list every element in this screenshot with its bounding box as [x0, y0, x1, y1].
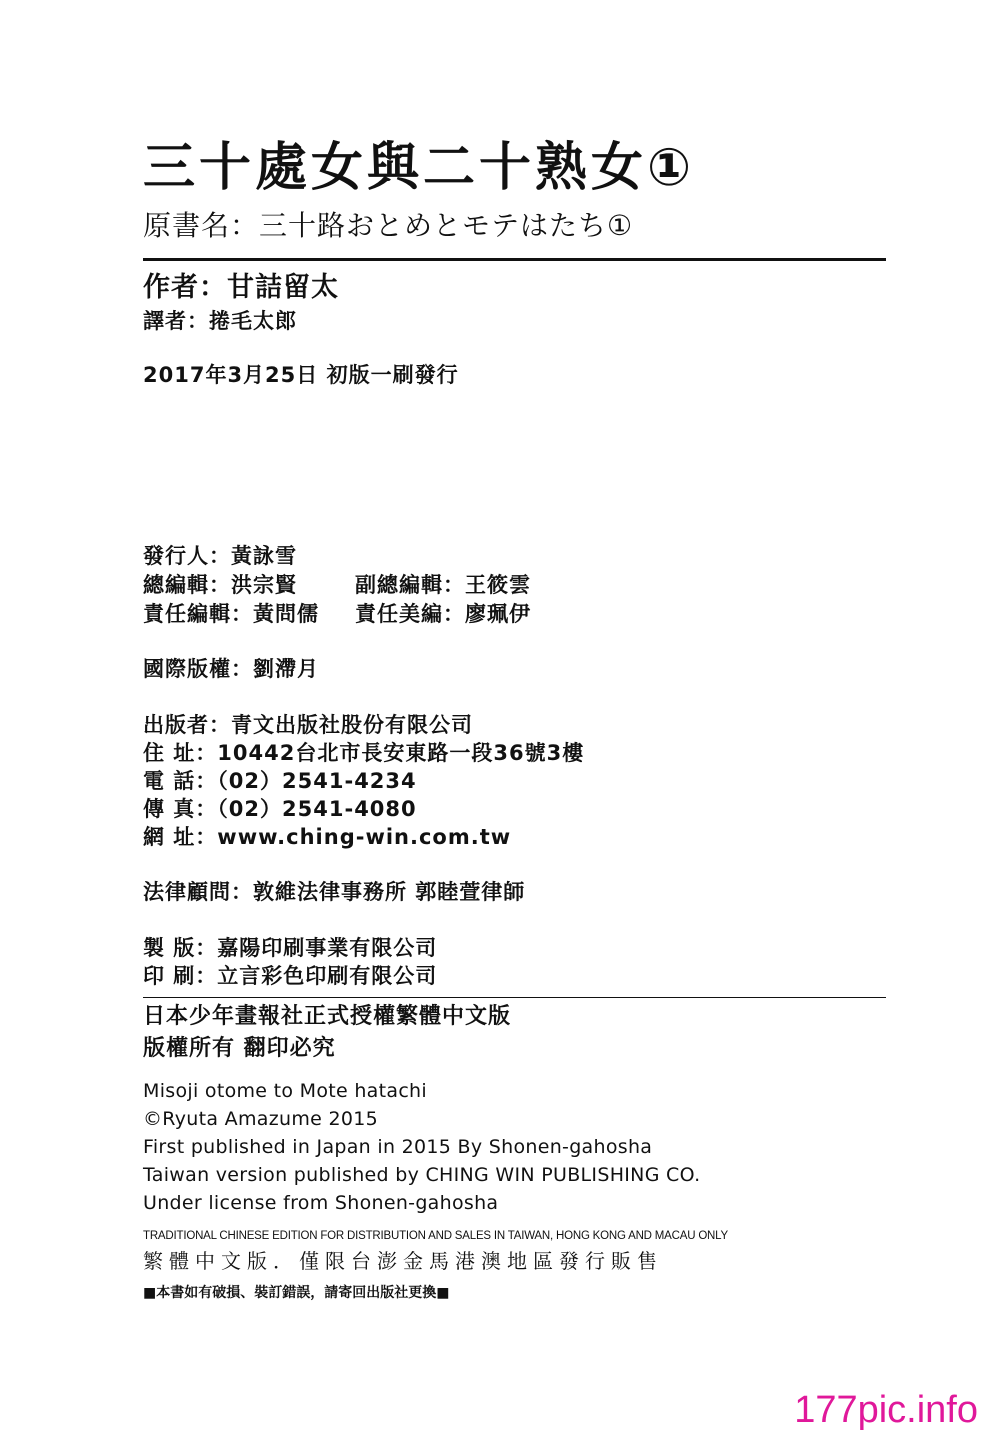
translator-line: 譯者：捲毛太郎: [143, 309, 297, 333]
author-line: 作者：甘詰留太: [143, 272, 339, 303]
territory-chinese: 繁體中文版．僅限台澎金馬港澳地區發行販售: [143, 1249, 663, 1273]
license-divider: [143, 997, 886, 998]
legal-counsel: 法律顧問：敦維法律事務所 郭睦萱律師: [143, 880, 526, 904]
damage-notice: ■本書如有破損、裝訂錯誤，請寄回出版社更換■: [143, 1285, 450, 1301]
copyright-statement: 版權所有 翻印必究: [143, 1035, 336, 1061]
title-divider: [143, 258, 886, 261]
publisher-person: 發行人：黃詠雪: [143, 544, 297, 568]
responsible-editor: 責任編輯：黃問儒: [143, 602, 319, 626]
watermark: 177pic.info: [794, 1389, 978, 1431]
editor-in-chief: 總編輯：洪宗賢: [143, 573, 297, 597]
deputy-editor: 副總編輯：王筱雲: [355, 573, 531, 597]
publisher-address: 住 址：10442台北市長安東路一段36號3樓: [143, 741, 585, 765]
publisher-phone: 電 話：（02）2541-4234: [143, 769, 417, 793]
territory-english: TRADITIONAL CHINESE EDITION FOR DISTRIBUTION AND SALES IN TAIWAN, HONG KONG AND MACAU ONLY: [143, 1230, 728, 1242]
publisher-name: 出版者：青文出版社股份有限公司: [143, 713, 473, 737]
publisher-fax: 傳 真：（02）2541-4080: [143, 797, 417, 821]
intl-rights: 國際版權：劉滯月: [143, 657, 319, 681]
responsible-designer: 責任美編：廖珮伊: [355, 602, 531, 626]
printer: 印 刷：立言彩色印刷有限公司: [143, 964, 438, 988]
book-title: 三十處女與二十熟女①: [143, 138, 696, 198]
plate-maker: 製 版：嘉陽印刷事業有限公司: [143, 936, 438, 960]
license-statement: 日本少年畫報社正式授權繁體中文版: [143, 1003, 512, 1029]
english-copyright: ©Ryuta Amazume 2015: [143, 1108, 379, 1130]
english-title: Misoji otome to Mote hatachi: [143, 1080, 427, 1102]
english-license: Under license from Shonen-gahosha: [143, 1192, 499, 1214]
publisher-website: 網 址：www.ching-win.com.tw: [143, 825, 512, 849]
original-title: 原書名：三十路おとめとモテはたち①: [143, 209, 634, 242]
edition-date: 2017年3月25日 初版一刷發行: [143, 363, 459, 387]
english-taiwan-version: Taiwan version published by CHING WIN PUBLISHING CO.: [143, 1164, 701, 1186]
english-first-published: First published in Japan in 2015 By Shonen-gahosha: [143, 1136, 653, 1158]
